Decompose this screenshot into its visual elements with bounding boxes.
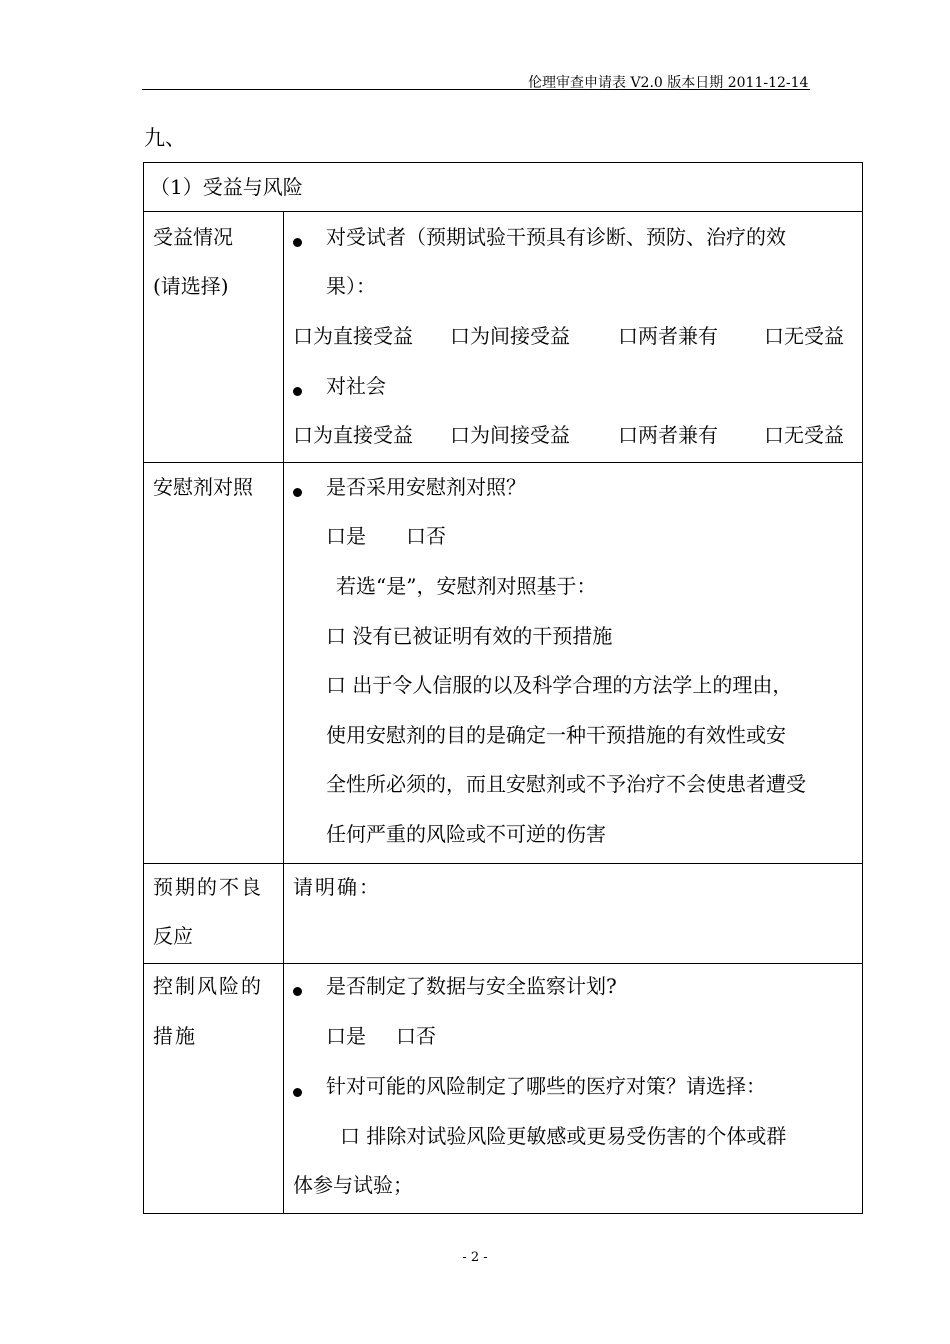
adverse-label-cell xyxy=(144,864,284,963)
adverse-content-cell[interactable] xyxy=(284,864,862,963)
risk-control-label: 控制风险的 xyxy=(153,974,263,998)
placebo-label-cell xyxy=(144,463,284,863)
benefit-society-text: 对社会 xyxy=(326,374,386,398)
risk-control-label-cell xyxy=(144,964,284,1213)
subject-no-benefit-checkbox[interactable]: 口无受益 xyxy=(764,324,844,348)
placebo-question: 是否采用安慰剂对照？ xyxy=(326,475,526,499)
society-indirect-benefit-checkbox[interactable]: 口为间接受益 xyxy=(450,423,570,447)
document-header: 伦理审查申请表 V2.0 版本日期 2011-12-14 xyxy=(528,75,809,91)
bullet-icon xyxy=(293,987,302,996)
risk-control-label-cont: 措施 xyxy=(153,1024,197,1048)
placebo-reason-methodological-checkbox[interactable]: 口 出于令人信服的以及科学合理的方法学上的理由， xyxy=(326,673,793,697)
placebo-if-yes-text: 若选“是”，安慰剂对照基于： xyxy=(336,574,597,598)
placebo-reason-text: 使用安慰剂的目的是确定一种干预措施的有效性或安 xyxy=(326,723,786,747)
benefit-label-cell xyxy=(144,212,284,462)
benefit-label-hint: (请选择) xyxy=(153,274,229,298)
benefit-risk-table xyxy=(143,162,863,1214)
placebo-label: 安慰剂对照 xyxy=(153,475,253,499)
table-title-row xyxy=(144,163,862,212)
page-number: - 2 - xyxy=(462,1250,488,1265)
bullet-icon xyxy=(293,1088,302,1097)
exclude-vulnerable-text: 体参与试验； xyxy=(293,1173,413,1197)
table-title: （1）受益与风险 xyxy=(150,175,303,199)
subject-direct-benefit-checkbox[interactable]: 口为直接受益 xyxy=(293,324,413,348)
placebo-reason-no-proven-intervention-checkbox[interactable]: 口 没有已被证明有效的干预措施 xyxy=(326,624,613,648)
society-both-benefit-checkbox[interactable]: 口两者兼有 xyxy=(618,423,718,447)
adverse-reaction-row xyxy=(144,864,862,964)
risk-control-row xyxy=(144,964,862,1213)
benefit-row xyxy=(144,212,862,463)
subject-indirect-benefit-checkbox[interactable]: 口为间接受益 xyxy=(450,324,570,348)
header-divider xyxy=(142,89,810,90)
benefit-label: 受益情况 xyxy=(153,225,233,249)
bullet-icon xyxy=(293,488,302,497)
society-no-benefit-checkbox[interactable]: 口无受益 xyxy=(764,423,844,447)
adverse-label: 预期的不良 xyxy=(153,875,263,899)
benefit-subjects-text: 对受试者（预期试验干预具有诊断、预防、治疗的效 xyxy=(326,225,786,249)
placebo-row xyxy=(144,463,862,864)
placebo-no-checkbox[interactable]: 口否 xyxy=(406,524,446,548)
bullet-icon xyxy=(293,387,302,396)
adverse-prompt: 请明确： xyxy=(293,875,381,899)
benefit-content-cell xyxy=(284,212,862,462)
placebo-yes-checkbox[interactable]: 口是 xyxy=(326,524,366,548)
medical-countermeasures-question: 针对可能的风险制定了哪些的医疗对策？请选择： xyxy=(326,1074,766,1098)
section-number: 九、 xyxy=(144,126,186,150)
society-direct-benefit-checkbox[interactable]: 口为直接受益 xyxy=(293,423,413,447)
exclude-vulnerable-checkbox[interactable]: 口 排除对试验风险更敏感或更易受伤害的个体或群 xyxy=(340,1124,787,1148)
bullet-icon xyxy=(293,238,302,247)
adverse-label-cont: 反应 xyxy=(153,924,193,948)
benefit-subjects-text-cont: 果）： xyxy=(326,274,376,298)
dsmp-question: 是否制定了数据与安全监察计划? xyxy=(326,974,617,998)
placebo-reason-text: 全性所必须的，而且安慰剂或不予治疗不会使患者遭受 xyxy=(326,772,806,796)
placebo-content-cell xyxy=(284,463,862,863)
dsmp-yes-checkbox[interactable]: 口是 xyxy=(326,1024,366,1048)
subject-both-benefit-checkbox[interactable]: 口两者兼有 xyxy=(618,324,718,348)
dsmp-no-checkbox[interactable]: 口否 xyxy=(396,1024,436,1048)
placebo-reason-text: 任何严重的风险或不可逆的伤害 xyxy=(326,822,606,846)
risk-control-content-cell xyxy=(284,964,862,1213)
